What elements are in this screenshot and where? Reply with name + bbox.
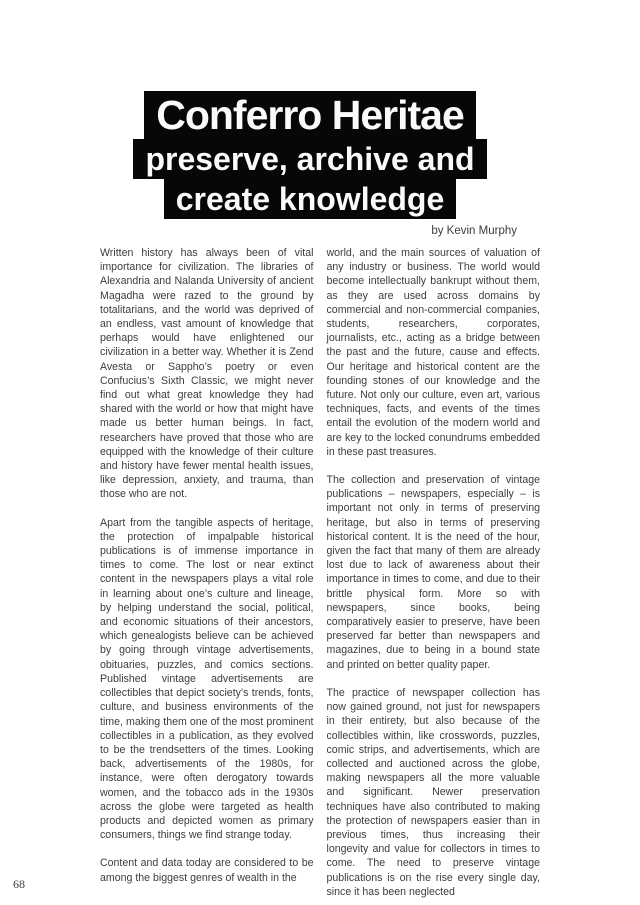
paragraph: The practice of newspaper collection has now gained ground, not just for newspapers in their entirety, but also because of the collectibles within, like crosswords, puzzles, comic strips, and advertisements, which are collected and auctioned across the globe, making newspapers all the more valuable and significant. Newer preservation techniques have also contributed to making the protection of newspapers easier than in previous times, thus increasing their longevity and value for collectors in times to come. The need to preserve vintage publications is on the rise every single day, since it has been neglected: [326, 686, 540, 898]
paragraph: world, and the main sources of valuation of any industry or business. The world would become intellectually bankrupt without them, as they are used across domains by commercial and non-commercial companies, students, researchers, corporates, journalists, etc., acting as a bridge between the past and the future, cause and effects. Our heritage and historical content are the founding stones of our knowledge and the future. Not only our culture, even art, various techniques, facts, and events of the times entail the evolution of the modern world and are key to the locked conundrums embedded in these past treasures.: [326, 247, 540, 458]
paragraph: The collection and preservation of vintage publications – newspapers, especially – is important not only in terms of preserving heritage, but also in terms of preserving historical content. It is the need of the hour, given the fact that many of them are already lost due to lack of awareness about their importance in times to come, and due to their brittle physical form. More so with newspapers, since books, being comparatively easier to preserve, have been preserved far better than newspapers and magazines, due to being in a bound state and printed on better quality paper.: [326, 474, 540, 671]
article-title: Conferro Heritae: [144, 91, 476, 139]
article-body: [100, 246, 540, 905]
title-line-2: [0, 139, 620, 179]
left-column: [100, 246, 314, 905]
byline: by Kevin Murphy: [431, 225, 517, 237]
page-number: 68: [13, 877, 25, 891]
article-subtitle-line-1: preserve, archive and: [133, 139, 486, 179]
paragraph: Content and data today are considered to be among the biggest genres of wealth in the: [100, 857, 314, 884]
article-subtitle-line-2: create knowledge: [164, 179, 457, 219]
title-line-3: [0, 179, 620, 219]
right-column: [327, 246, 541, 905]
paragraph: Apart from the tangible aspects of heritage, the protection of impalpable historical publications is of immense importance in times to come. The lost or near extinct content in the newspapers plays a vital role in learning about one’s culture and lineage, by helping understand the social, political, and economic situations of their ancestors, which genealogists believe can be achieved by going through vintage advertisements, obituaries, puzzles, and comics sections. Published vintage advertisements are collectibles that depict society’s trends, fonts, culture, and business environments of the time, making them one of the most prominent collectibles in a publication, as they evolved to be the trendsetters of the times. Looking back, advertisements of the 1980s, for instance, were often derogatory towards women, and the tobacco ads in the 1930s across the globe were targeted as health products and depicted women as primary consumers, things we find strange today.: [100, 516, 314, 842]
paragraph: Written history has always been of vital importance for civilization. The libraries of Alexandria and Nalanda University of ancient Magadha were razed to the ground by totalitarians, and the world was deprived of an endless, vast amount of knowledge that perhaps would have enlightened our civilization in a better way. Whether it is Zend Avesta or Sappho’s poetry or even Confucius’s Sixth Classic, we might never find out what great knowledge they had shared with the world or how that might have made us better human beings. In fact, researchers have proved that those who are equipped with the knowledge of their culture and history have fewer mental health issues, like depression, anxiety, and trauma, than those who are not.: [100, 247, 314, 501]
title-line-1: [0, 91, 620, 139]
article-header: [0, 91, 640, 238]
